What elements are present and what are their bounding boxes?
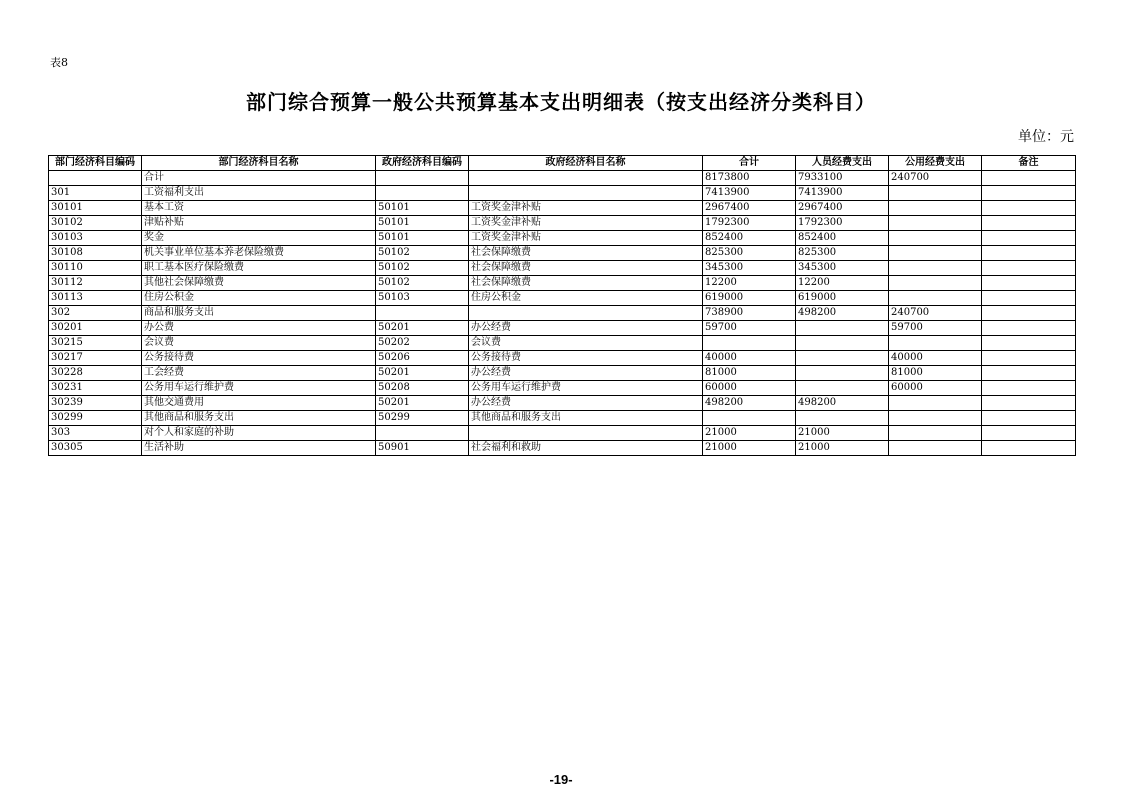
cell-public: 40000 xyxy=(889,351,982,366)
cell-gov-code: 50101 xyxy=(376,216,469,231)
cell-gov-code xyxy=(376,171,469,186)
cell-personnel xyxy=(796,411,889,426)
table-row xyxy=(49,171,1076,186)
cell-total xyxy=(703,336,796,351)
cell-dept-code: 30113 xyxy=(49,291,142,306)
cell-note xyxy=(982,381,1076,396)
cell-note xyxy=(982,246,1076,261)
header-public: 公用经费支出 xyxy=(889,156,982,171)
cell-dept-name: 其他交通费用 xyxy=(142,396,376,411)
cell-dept-name: 公务用车运行维护费 xyxy=(142,381,376,396)
cell-personnel xyxy=(796,336,889,351)
cell-total: 60000 xyxy=(703,381,796,396)
cell-personnel: 12200 xyxy=(796,276,889,291)
cell-gov-name: 住房公积金 xyxy=(469,291,703,306)
cell-personnel: 825300 xyxy=(796,246,889,261)
cell-note xyxy=(982,186,1076,201)
cell-personnel: 498200 xyxy=(796,396,889,411)
header-dept-name: 部门经济科目名称 xyxy=(142,156,376,171)
cell-public: 240700 xyxy=(889,171,982,186)
cell-note xyxy=(982,411,1076,426)
cell-gov-name: 办公经费 xyxy=(469,396,703,411)
page-number: -19- xyxy=(549,772,573,787)
header-row xyxy=(49,156,1076,171)
cell-public xyxy=(889,291,982,306)
cell-dept-code xyxy=(49,171,142,186)
cell-public xyxy=(889,186,982,201)
cell-dept-name: 合计 xyxy=(142,171,376,186)
cell-gov-code: 50201 xyxy=(376,321,469,336)
cell-dept-name: 工资福利支出 xyxy=(142,186,376,201)
cell-total: 825300 xyxy=(703,246,796,261)
cell-dept-name: 基本工资 xyxy=(142,201,376,216)
cell-note xyxy=(982,396,1076,411)
table-number: 表8 xyxy=(50,56,68,69)
cell-gov-name: 办公经费 xyxy=(469,321,703,336)
cell-gov-code: 50201 xyxy=(376,396,469,411)
cell-public xyxy=(889,336,982,351)
cell-dept-code: 30215 xyxy=(49,336,142,351)
cell-gov-code: 50299 xyxy=(376,411,469,426)
cell-total: 345300 xyxy=(703,261,796,276)
cell-dept-code: 30110 xyxy=(49,261,142,276)
cell-gov-code: 50201 xyxy=(376,366,469,381)
table-row xyxy=(49,201,1076,216)
cell-personnel: 7933100 xyxy=(796,171,889,186)
cell-dept-name: 奖金 xyxy=(142,231,376,246)
cell-total: 8173800 xyxy=(703,171,796,186)
cell-gov-name xyxy=(469,186,703,201)
cell-dept-code: 30228 xyxy=(49,366,142,381)
cell-gov-name: 会议费 xyxy=(469,336,703,351)
header-personnel: 人员经费支出 xyxy=(796,156,889,171)
cell-dept-name: 对个人和家庭的补助 xyxy=(142,426,376,441)
cell-note xyxy=(982,276,1076,291)
cell-gov-code: 50102 xyxy=(376,276,469,291)
cell-dept-name: 职工基本医疗保险缴费 xyxy=(142,261,376,276)
cell-gov-code: 50206 xyxy=(376,351,469,366)
cell-personnel: 619000 xyxy=(796,291,889,306)
cell-personnel: 498200 xyxy=(796,306,889,321)
table-row xyxy=(49,336,1076,351)
cell-public: 59700 xyxy=(889,321,982,336)
cell-dept-name: 住房公积金 xyxy=(142,291,376,306)
cell-total: 498200 xyxy=(703,396,796,411)
table-row xyxy=(49,246,1076,261)
cell-gov-code: 50103 xyxy=(376,291,469,306)
cell-personnel xyxy=(796,366,889,381)
cell-total: 7413900 xyxy=(703,186,796,201)
cell-dept-code: 30108 xyxy=(49,246,142,261)
cell-gov-name xyxy=(469,171,703,186)
cell-public xyxy=(889,441,982,456)
cell-note xyxy=(982,441,1076,456)
cell-gov-code xyxy=(376,306,469,321)
cell-gov-code: 50102 xyxy=(376,261,469,276)
table-row xyxy=(49,261,1076,276)
table-row xyxy=(49,441,1076,456)
cell-note xyxy=(982,306,1076,321)
cell-dept-code: 30239 xyxy=(49,396,142,411)
table-row xyxy=(49,276,1076,291)
cell-total: 12200 xyxy=(703,276,796,291)
cell-dept-name: 机关事业单位基本养老保险缴费 xyxy=(142,246,376,261)
header-total: 合计 xyxy=(703,156,796,171)
cell-dept-code: 30103 xyxy=(49,231,142,246)
cell-gov-name xyxy=(469,306,703,321)
cell-dept-name: 商品和服务支出 xyxy=(142,306,376,321)
table-row xyxy=(49,396,1076,411)
cell-public: 240700 xyxy=(889,306,982,321)
cell-public xyxy=(889,276,982,291)
cell-dept-name: 生活补助 xyxy=(142,441,376,456)
cell-personnel: 21000 xyxy=(796,441,889,456)
cell-note xyxy=(982,336,1076,351)
cell-dept-code: 30201 xyxy=(49,321,142,336)
cell-personnel: 852400 xyxy=(796,231,889,246)
cell-gov-name: 工资奖金津补贴 xyxy=(469,201,703,216)
cell-dept-name: 会议费 xyxy=(142,336,376,351)
cell-note xyxy=(982,231,1076,246)
cell-gov-name: 工资奖金津补贴 xyxy=(469,216,703,231)
unit-label: 单位：元 xyxy=(1018,129,1074,145)
cell-gov-code: 50101 xyxy=(376,231,469,246)
cell-total: 852400 xyxy=(703,231,796,246)
cell-note xyxy=(982,351,1076,366)
cell-gov-code xyxy=(376,426,469,441)
cell-dept-name: 其他社会保障缴费 xyxy=(142,276,376,291)
table-row xyxy=(49,351,1076,366)
header-dept-code: 部门经济科目编码 xyxy=(49,156,142,171)
cell-total: 619000 xyxy=(703,291,796,306)
cell-gov-name: 公务接待费 xyxy=(469,351,703,366)
cell-total xyxy=(703,411,796,426)
table-row xyxy=(49,366,1076,381)
cell-dept-name: 津贴补贴 xyxy=(142,216,376,231)
table-row xyxy=(49,291,1076,306)
cell-note xyxy=(982,201,1076,216)
table-body xyxy=(49,171,1076,456)
cell-public xyxy=(889,411,982,426)
cell-dept-code: 30231 xyxy=(49,381,142,396)
cell-total: 40000 xyxy=(703,351,796,366)
cell-personnel xyxy=(796,321,889,336)
cell-dept-code: 302 xyxy=(49,306,142,321)
cell-gov-name xyxy=(469,426,703,441)
cell-personnel: 1792300 xyxy=(796,216,889,231)
cell-gov-code: 50901 xyxy=(376,441,469,456)
table-row xyxy=(49,411,1076,426)
cell-total: 2967400 xyxy=(703,201,796,216)
table-row xyxy=(49,216,1076,231)
cell-personnel: 2967400 xyxy=(796,201,889,216)
cell-personnel: 21000 xyxy=(796,426,889,441)
header-gov-code: 政府经济科目编码 xyxy=(376,156,469,171)
cell-total: 21000 xyxy=(703,426,796,441)
cell-note xyxy=(982,171,1076,186)
table-row xyxy=(49,381,1076,396)
cell-dept-name: 公务接待费 xyxy=(142,351,376,366)
table-row xyxy=(49,306,1076,321)
cell-gov-code: 50202 xyxy=(376,336,469,351)
cell-dept-code: 30101 xyxy=(49,201,142,216)
cell-dept-code: 301 xyxy=(49,186,142,201)
cell-public xyxy=(889,426,982,441)
cell-public: 81000 xyxy=(889,366,982,381)
cell-gov-name: 社会福利和救助 xyxy=(469,441,703,456)
cell-personnel: 345300 xyxy=(796,261,889,276)
table-row xyxy=(49,426,1076,441)
cell-dept-name: 其他商品和服务支出 xyxy=(142,411,376,426)
cell-gov-name: 社会保障缴费 xyxy=(469,276,703,291)
header-gov-name: 政府经济科目名称 xyxy=(469,156,703,171)
table-row xyxy=(49,231,1076,246)
cell-dept-code: 30299 xyxy=(49,411,142,426)
cell-gov-code: 50101 xyxy=(376,201,469,216)
table-header xyxy=(49,156,1076,171)
cell-total: 738900 xyxy=(703,306,796,321)
budget-table xyxy=(48,155,1076,456)
cell-gov-name: 社会保障缴费 xyxy=(469,246,703,261)
cell-public xyxy=(889,216,982,231)
table-row xyxy=(49,186,1076,201)
cell-gov-name: 其他商品和服务支出 xyxy=(469,411,703,426)
cell-dept-code: 30112 xyxy=(49,276,142,291)
cell-total: 59700 xyxy=(703,321,796,336)
cell-total: 21000 xyxy=(703,441,796,456)
cell-public xyxy=(889,201,982,216)
cell-total: 81000 xyxy=(703,366,796,381)
cell-note xyxy=(982,216,1076,231)
cell-note xyxy=(982,321,1076,336)
cell-note xyxy=(982,426,1076,441)
cell-gov-name: 公务用车运行维护费 xyxy=(469,381,703,396)
cell-public: 60000 xyxy=(889,381,982,396)
cell-dept-name: 办公费 xyxy=(142,321,376,336)
header-note: 备注 xyxy=(982,156,1076,171)
cell-total: 1792300 xyxy=(703,216,796,231)
cell-note xyxy=(982,261,1076,276)
cell-gov-code: 50102 xyxy=(376,246,469,261)
cell-public xyxy=(889,261,982,276)
cell-note xyxy=(982,366,1076,381)
cell-gov-code xyxy=(376,186,469,201)
cell-personnel: 7413900 xyxy=(796,186,889,201)
cell-dept-code: 30305 xyxy=(49,441,142,456)
cell-dept-code: 30217 xyxy=(49,351,142,366)
cell-dept-code: 30102 xyxy=(49,216,142,231)
cell-personnel xyxy=(796,381,889,396)
cell-personnel xyxy=(796,351,889,366)
table-row xyxy=(49,321,1076,336)
cell-note xyxy=(982,291,1076,306)
cell-gov-name: 办公经费 xyxy=(469,366,703,381)
cell-gov-code: 50208 xyxy=(376,381,469,396)
cell-gov-name: 工资奖金津补贴 xyxy=(469,231,703,246)
cell-gov-name: 社会保障缴费 xyxy=(469,261,703,276)
cell-dept-code: 303 xyxy=(49,426,142,441)
cell-public xyxy=(889,231,982,246)
page-title: 部门综合预算一般公共预算基本支出明细表（按支出经济分类科目） xyxy=(246,90,876,114)
cell-public xyxy=(889,246,982,261)
cell-dept-name: 工会经费 xyxy=(142,366,376,381)
cell-public xyxy=(889,396,982,411)
